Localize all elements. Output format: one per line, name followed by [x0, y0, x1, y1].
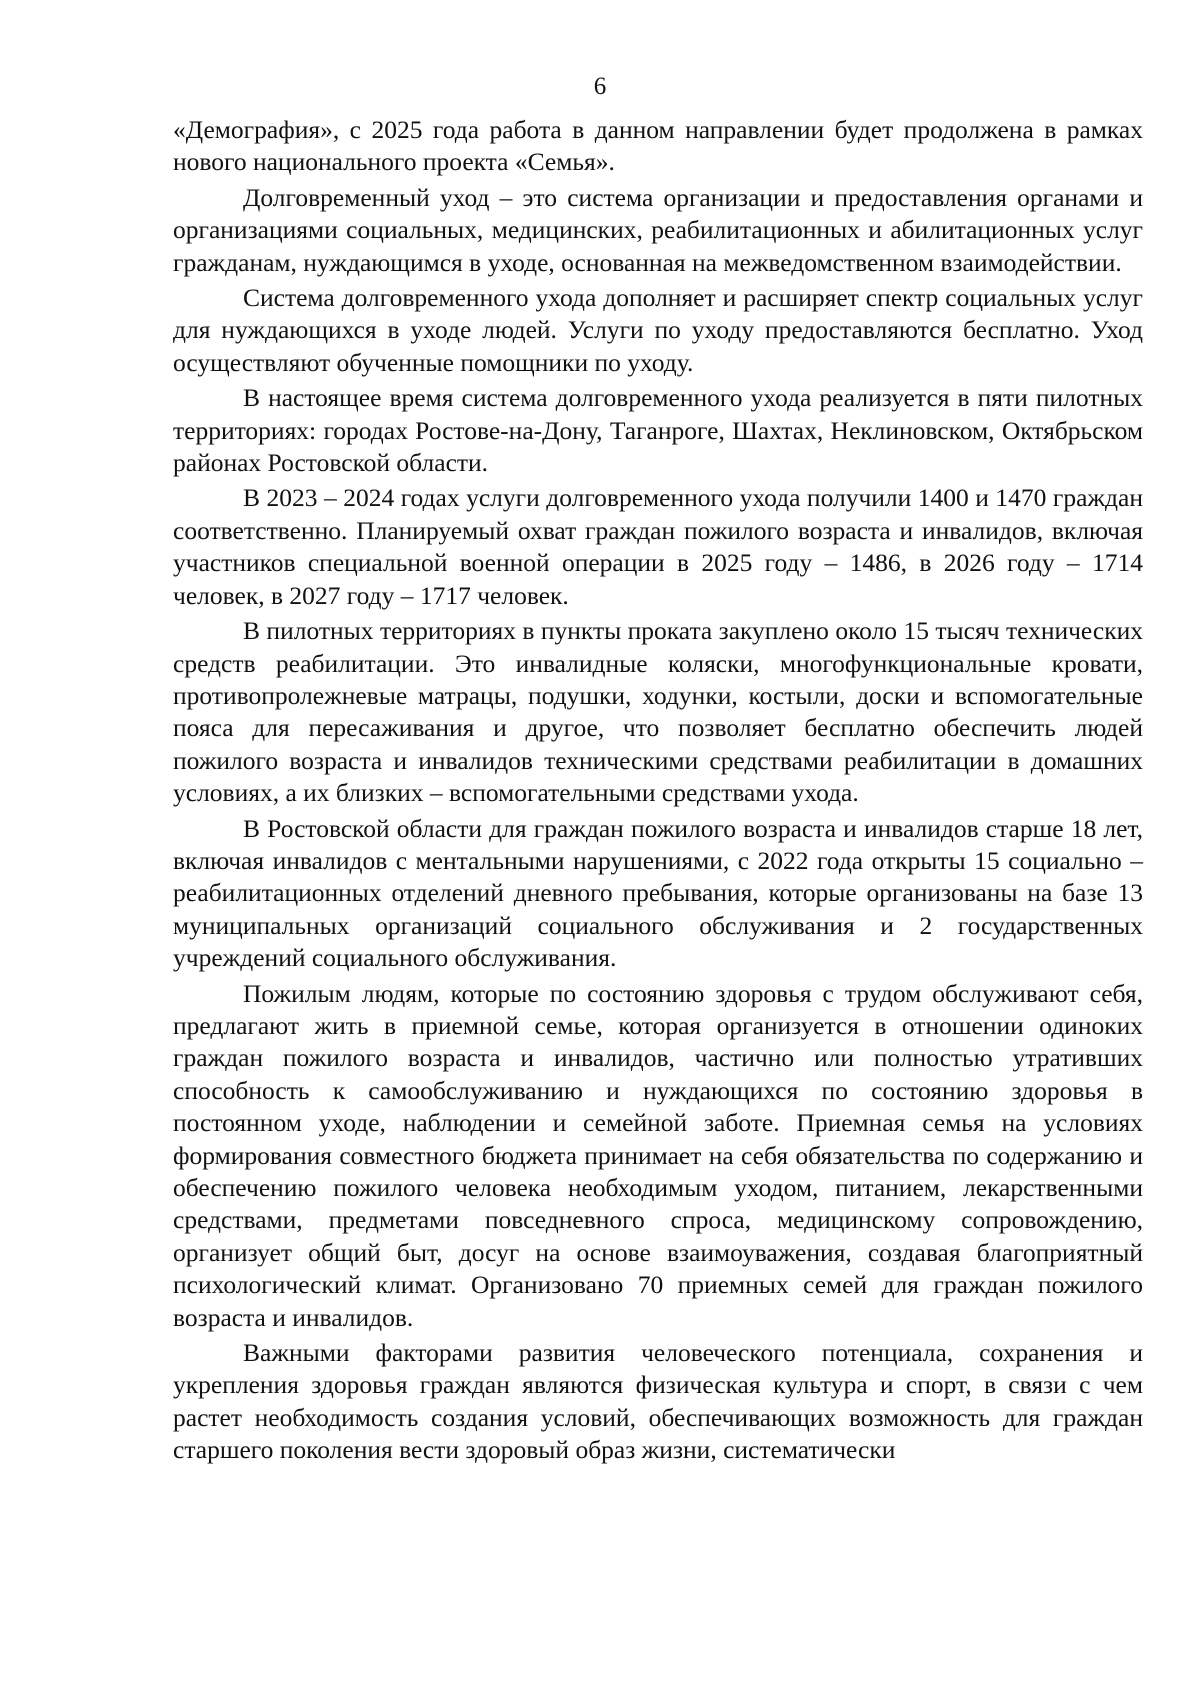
- paragraph-pilot-territories: В настоящее время система долговременного ухода реализуется в пяти пилотных территориях: городах Ростове-на-Дону, Таганроге, Шахтах, Неклиновском, Октябрьском районах Ростовской области.: [173, 383, 1143, 478]
- paragraph-rehabilitation-equipment: В пилотных территориях в пункты проката закуплено около 15 тысяч технических средств реабилитации. Это инвалидные коляски, многофункциональные кровати, противопролежневые матрацы, подушки, ходунки, костыли, доски и вспомогательные пояса для пересаживания и другое, что позволяет бесплатно обеспечить людей пожилого возраста и инвалидов техническими средствами реабилитации в домашних условиях, а их близких – вспомогательными средствами ухода.: [173, 616, 1143, 808]
- paragraph-continuation: «Демография», с 2025 года работа в данном направлении будет продолжена в рамках нового национального проекта «Семья».: [173, 115, 1143, 177]
- paragraph-physical-culture: Важными факторами развития человеческого потенциала, сохранения и укрепления здоровья граждан являются физическая культура и спорт, в связи с чем растет необходимость создания условий, обеспечивающих возможность для граждан старшего поколения вести здоровый образ жизни, систематически: [173, 1338, 1143, 1465]
- paragraph-foster-families: Пожилым людям, которые по состоянию здоровья с трудом обслуживают себя, предлагают жить в приемной семье, которая организуется в отношении одиноких граждан пожилого возраста и инвалидов, частично или полностью утративших способность к самообслуживанию и нуждающихся по состоянию здоровья в постоянном уходе, наблюдении и семейной заботе. Приемная семья на условиях формирования совместного бюджета принимает на себя обязательства по содержанию и обеспечению пожилого человека необходимым уходом, питанием, лекарственными средствами, предметами повседневного спроса, медицинскому сопровождению, организует общий быт, досуг на основе взаимоуважения, создавая благоприятный психологический климат. Организовано 70 приемных семей для граждан пожилого возраста и инвалидов.: [173, 978, 1143, 1332]
- paragraph-coverage-figures: В 2023 – 2024 годах услуги долговременного ухода получили 1400 и 1470 граждан соответственно. Планируемый охват граждан пожилого возраста и инвалидов, включая участников специальной военной операции в 2025 году – 1486, в 2026 году – 1714 человек, в 2027 году – 1717 человек.: [173, 483, 1143, 610]
- document-body: [173, 114, 1143, 1470]
- paragraph-care-system-services: Система долговременного ухода дополняет и расширяет спектр социальных услуг для нуждающихся в уходе людей. Услуги по уходу предоставляются бесплатно. Уход осуществляют обученные помощники по уходу.: [173, 283, 1143, 377]
- page-number: 6: [593, 73, 607, 100]
- paragraph-long-term-care-definition: Долговременный уход – это система организации и предоставления органами и организациями социальных, медицинских, реабилитационных и абилитационных услуг гражданам, нуждающимся в уходе, основанная на межведомственном взаимодействии.: [173, 182, 1143, 277]
- paragraph-day-care-departments: В Ростовской области для граждан пожилого возраста и инвалидов старше 18 лет, включая инвалидов с ментальными нарушениями, с 2022 года открыты 15 социально – реабилитационных отделений дневного пребывания, которые организованы на базе 13 муниципальных организаций социального обслуживания и 2 государственных учреждений социального обслуживания.: [173, 813, 1143, 973]
